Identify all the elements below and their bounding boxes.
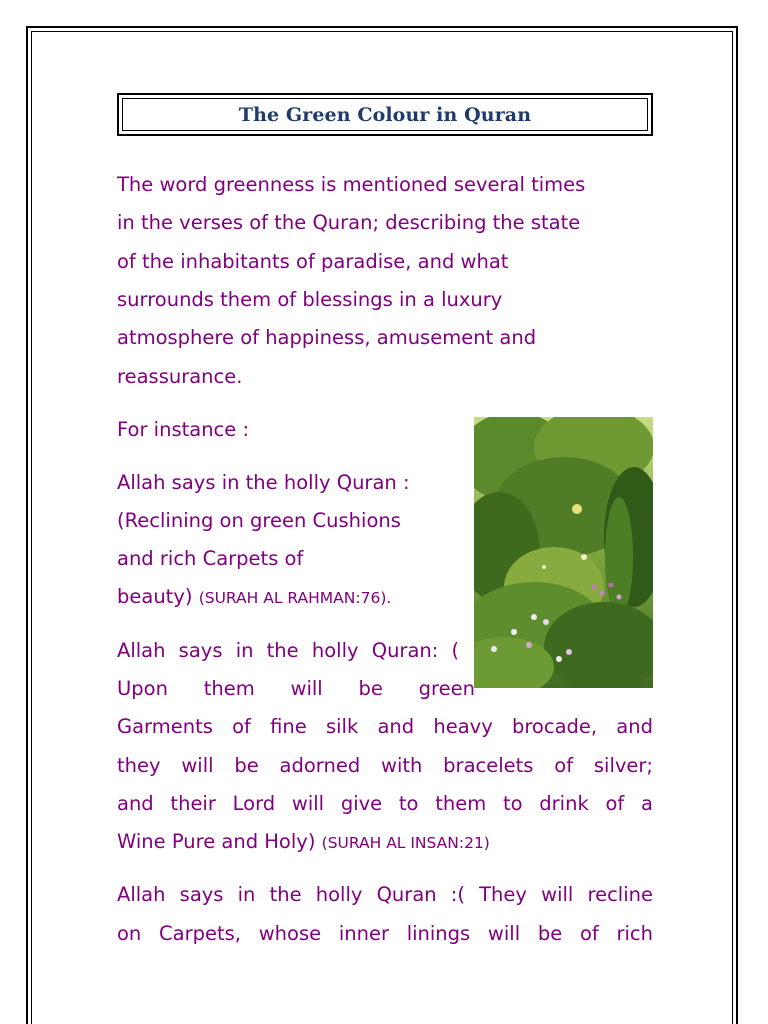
- intro-line-1: The word greenness is mentioned several times: [117, 173, 586, 196]
- verse1-line-2: (Reclining on green Cushions: [117, 509, 401, 532]
- verse2-line-1: [117, 632, 475, 670]
- verse2-line-4: they will be adorned with bracelets of silver;: [117, 754, 653, 777]
- for-instance-label: For instance :: [117, 418, 250, 441]
- verse1-last-text: beauty): [117, 585, 193, 608]
- verse3-line-2: on Carpets, whose inner linings will be of rich: [117, 922, 653, 945]
- title-inner-frame: [122, 98, 648, 131]
- intro-line-2: in the verses of the Quran; describing the state: [117, 211, 581, 234]
- verse2-line-6: [117, 823, 490, 862]
- verse2-line-1-text: Allah says in the holly Quran: (: [117, 639, 460, 662]
- intro-line-5: atmosphere of happiness, amusement and: [117, 326, 537, 349]
- verse2-line-5: and their Lord will give to them to drink of a: [117, 792, 653, 815]
- verse1-line-1: Allah says in the holly Quran :: [117, 471, 410, 494]
- verse2-line-3: Garments of fine silk and heavy brocade, and: [117, 715, 653, 738]
- intro-line-3: of the inhabitants of paradise, and what: [117, 250, 509, 273]
- verse2-last-text: Wine Pure and Holy): [117, 830, 316, 853]
- verse3-line-1: Allah says in the holly Quran :( They will recline: [117, 883, 653, 906]
- verse1-reference: (SURAH AL RAHMAN:76).: [198, 589, 392, 607]
- title-box: [117, 93, 653, 136]
- intro-line-6: reassurance.: [117, 365, 243, 388]
- verse2-reference: (SURAH AL INSAN:21): [321, 834, 490, 852]
- intro-line-4: surrounds them of blessings in a luxury: [117, 288, 503, 311]
- verse1-line-4: [117, 578, 391, 617]
- verse1-line-3: and rich Carpets of: [117, 547, 304, 570]
- garden-image: [474, 417, 653, 688]
- verse2-line-2: Upon them will be green: [117, 677, 475, 700]
- page-title: The Green Colour in Quran: [238, 103, 532, 126]
- garden-illustration: [474, 417, 653, 688]
